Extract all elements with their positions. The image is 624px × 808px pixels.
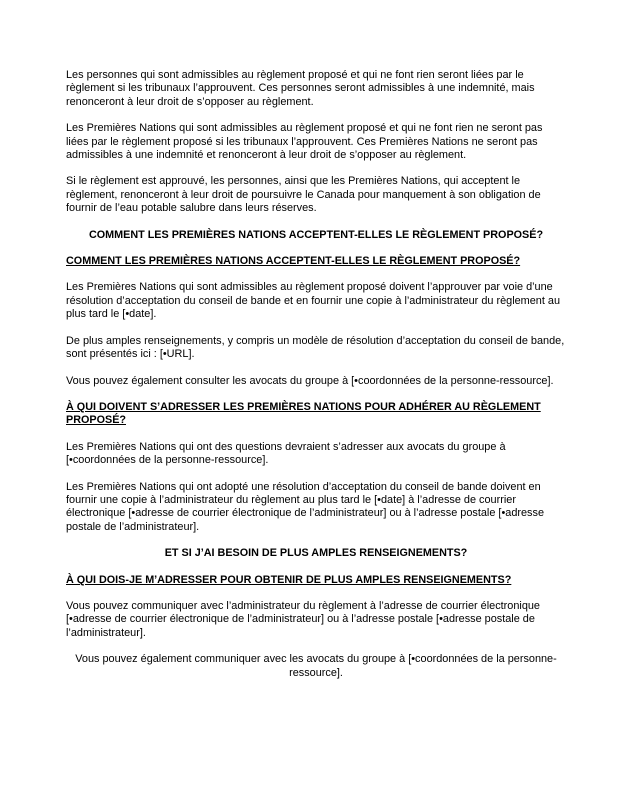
para-questions-avocats: Les Premières Nations qui ont des questions devraient s’adresser aux avocats du groupe à [•coordonnées de la personne-ressource]. <box>66 440 506 467</box>
para-consulter-avocats: Vous pouvez également consulter les avocats du groupe à [•coordonnées de la personne-ressource]. <box>66 374 554 387</box>
heading-a-qui-dois-je: À QUI DOIS-JE M’ADRESSER POUR OBTENIR DE PLUS AMPLES RENSEIGNEMENTS? <box>66 573 512 586</box>
para-reglement-approuve: Si le règlement est approuvé, les personnes, ainsi que les Premières Nations, qui acceptent le règlement, renonceront à leur droit de poursuivre le Canada pour manquement à son obligation de fournir de l’eau potable salubre dans leurs réserves. <box>66 175 541 215</box>
para-resolution-acceptation: Les Premières Nations qui sont admissibles au règlement proposé doivent l’approuver par voie d’une résolution d’acceptation du conseil de bande et en fournir une copie à l’administrateur du règlement au plus tard le [•date]. <box>66 281 561 321</box>
heading-et-si-besoin: ET SI J’AI BESOIN DE PLUS AMPLES RENSEIGNEMENTS? <box>164 547 468 560</box>
para-personnes-liees: Les personnes qui sont admissibles au règlement proposé et qui ne font rien seront liées par le règlement si les tribunaux l’approuvent. Ces personnes seront admissibles à une indemnité, mais renonceront à leur droit de s’opposer au règlement. <box>66 69 535 108</box>
para-communiquer-administrateur: Vous pouvez communiquer avec l’administrateur du règlement à l’adresse de courrier électronique [•adresse de courrier électronique de l’administrateur] ou à l’adresse postale [•adresse postale de l’administrateur]. <box>66 599 540 639</box>
heading-comment-acceptent-centered: COMMENT LES PREMIÈRES NATIONS ACCEPTENT-ELLES LE RÈGLEMENT PROPOSÉ? <box>88 228 544 241</box>
para-plus-amples-renseignements: De plus amples renseignements, y compris un modèle de résolution d’acceptation du conseil de bande, sont présentés ici : [•URL]. <box>66 334 565 361</box>
para-communiquer-avocats: Vous pouvez également communiquer avec les avocats du groupe à [•coordonnées de la personne-ressource]. <box>75 653 557 679</box>
heading-comment-acceptent-underlined: COMMENT LES PREMIÈRES NATIONS ACCEPTENT-ELLES LE RÈGLEMENT PROPOSÉ? <box>66 255 521 268</box>
para-resolution-adoptee: Les Premières Nations qui ont adopté une résolution d’acceptation du conseil de bande doivent en fournir une copie à l’administrateur du règlement au plus tard le [•date] à l’adresse de courrier électronique [•adresse de courrier électronique de l’administrateur] ou à l’adresse postale [•adresse postale de l’administrateur]. <box>66 480 545 533</box>
para-premieres-nations-liees: Les Premières Nations qui sont admissibles au règlement proposé et qui ne font rien ne seront pas liées par le règlement proposé si les tribunaux l’approuvent. Ces Premières Nations ne seront pas admissibles à une indemnité et renonceront à leur droit de s’opposer au règlement. <box>66 122 543 162</box>
heading-a-qui-adherer: À QUI DOIVENT S’ADRESSER LES PREMIÈRES NATIONS POUR ADHÉRER AU RÈGLEMENT PROPOSÉ? <box>66 400 541 427</box>
